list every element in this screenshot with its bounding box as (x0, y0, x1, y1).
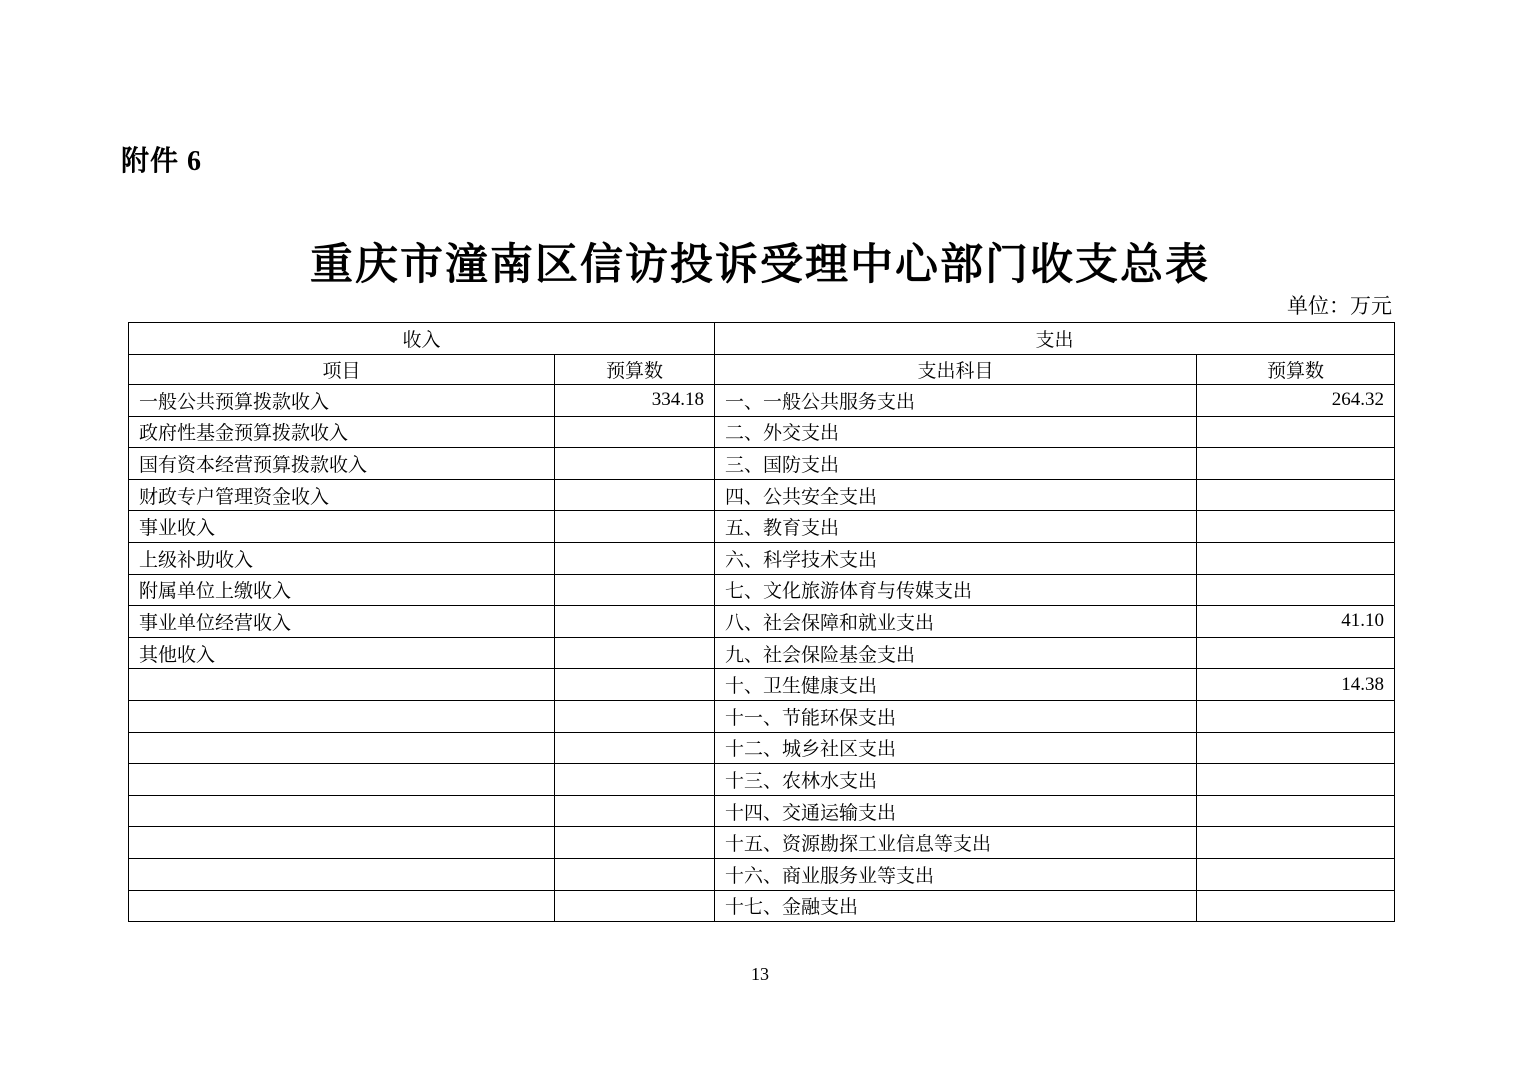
table-row (129, 448, 1395, 480)
expense-item-cell: 二、外交支出 (715, 416, 1197, 448)
income-item-cell: 其他收入 (129, 637, 555, 669)
table-row (129, 542, 1395, 574)
expense-budget-cell: 264.32 (1197, 385, 1395, 417)
table-row (129, 574, 1395, 606)
table-row (129, 669, 1395, 701)
income-item-cell: 国有资本经营预算拨款收入 (129, 448, 555, 480)
expense-budget-cell (1197, 448, 1395, 480)
expense-budget-cell (1197, 795, 1395, 827)
table-row (129, 479, 1395, 511)
expense-budget-cell: 41.10 (1197, 606, 1395, 638)
income-budget-cell (555, 700, 715, 732)
income-budget-cell (555, 764, 715, 796)
income-item-cell: 一般公共预算拨款收入 (129, 385, 555, 417)
table-row (129, 858, 1395, 890)
income-budget-cell (555, 511, 715, 543)
income-budget-cell (555, 574, 715, 606)
column-header-row (129, 355, 1395, 385)
expense-budget-cell (1197, 890, 1395, 922)
expense-budget-cell (1197, 764, 1395, 796)
expense-item-cell: 五、教育支出 (715, 511, 1197, 543)
income-budget-cell (555, 479, 715, 511)
income-item-cell: 事业收入 (129, 511, 555, 543)
expense-budget-cell (1197, 858, 1395, 890)
expense-item-cell: 九、社会保险基金支出 (715, 637, 1197, 669)
expense-item-cell: 十、卫生健康支出 (715, 669, 1197, 701)
table-row (129, 827, 1395, 859)
expense-item-cell: 六、科学技术支出 (715, 542, 1197, 574)
table-row (129, 795, 1395, 827)
expense-item-cell: 三、国防支出 (715, 448, 1197, 480)
expense-item-cell: 十五、资源勘探工业信息等支出 (715, 827, 1197, 859)
expense-budget-cell (1197, 827, 1395, 859)
income-item-cell (129, 795, 555, 827)
income-budget-cell (555, 606, 715, 638)
expense-item-cell: 十二、城乡社区支出 (715, 732, 1197, 764)
expense-budget-cell (1197, 479, 1395, 511)
table-row (129, 764, 1395, 796)
expense-budget-cell (1197, 542, 1395, 574)
income-item-cell (129, 732, 555, 764)
income-budget-cell (555, 416, 715, 448)
expense-item-cell: 十一、节能环保支出 (715, 700, 1197, 732)
income-budget-cell (555, 827, 715, 859)
income-budget-cell: 334.18 (555, 385, 715, 417)
table-row (129, 511, 1395, 543)
unit-note: 单位：万元 (1287, 294, 1392, 318)
page-number: 13 (751, 964, 769, 984)
income-item-cell: 附属单位上缴收入 (129, 574, 555, 606)
income-item-cell (129, 858, 555, 890)
expense-section-header: 支出 (715, 323, 1395, 355)
table-body (129, 385, 1395, 922)
page-title: 重庆市潼南区信访投诉受理中心部门收支总表 (310, 242, 1210, 289)
income-section-header: 收入 (129, 323, 715, 355)
budget-table (128, 322, 1395, 922)
income-item-cell: 财政专户管理资金收入 (129, 479, 555, 511)
expense-budget-cell (1197, 732, 1395, 764)
table-row (129, 732, 1395, 764)
income-item-cell (129, 827, 555, 859)
income-budget-cell (555, 858, 715, 890)
expense-budget-cell (1197, 700, 1395, 732)
expense-item-cell: 十三、农林水支出 (715, 764, 1197, 796)
income-item-cell (129, 669, 555, 701)
income-item-cell: 事业单位经营收入 (129, 606, 555, 638)
expense-item-cell: 十六、商业服务业等支出 (715, 858, 1197, 890)
income-item-cell: 政府性基金预算拨款收入 (129, 416, 555, 448)
income-item-column-header: 项目 (129, 355, 555, 385)
expense-budget-cell (1197, 416, 1395, 448)
expense-item-cell: 七、文化旅游体育与传媒支出 (715, 574, 1197, 606)
expense-budget-cell (1197, 574, 1395, 606)
income-budget-column-header: 预算数 (555, 355, 715, 385)
section-header-row (129, 323, 1395, 355)
expense-item-cell: 八、社会保障和就业支出 (715, 606, 1197, 638)
income-budget-cell (555, 795, 715, 827)
income-item-cell: 上级补助收入 (129, 542, 555, 574)
expense-budget-cell: 14.38 (1197, 669, 1395, 701)
expense-item-cell: 一、一般公共服务支出 (715, 385, 1197, 417)
income-budget-cell (555, 448, 715, 480)
income-budget-cell (555, 542, 715, 574)
income-budget-cell (555, 669, 715, 701)
expense-budget-column-header: 预算数 (1197, 355, 1395, 385)
expense-budget-cell (1197, 637, 1395, 669)
table-row (129, 606, 1395, 638)
table-row (129, 700, 1395, 732)
expense-item-cell: 四、公共安全支出 (715, 479, 1197, 511)
income-budget-cell (555, 732, 715, 764)
table-row (129, 416, 1395, 448)
attachment-label: 附件 6 (121, 146, 203, 177)
table-row (129, 385, 1395, 417)
expense-item-column-header: 支出科目 (715, 355, 1197, 385)
table-row (129, 890, 1395, 922)
income-budget-cell (555, 637, 715, 669)
income-item-cell (129, 700, 555, 732)
table-row (129, 637, 1395, 669)
expense-item-cell: 十七、金融支出 (715, 890, 1197, 922)
income-item-cell (129, 890, 555, 922)
income-budget-cell (555, 890, 715, 922)
expense-budget-cell (1197, 511, 1395, 543)
income-item-cell (129, 764, 555, 796)
expense-item-cell: 十四、交通运输支出 (715, 795, 1197, 827)
